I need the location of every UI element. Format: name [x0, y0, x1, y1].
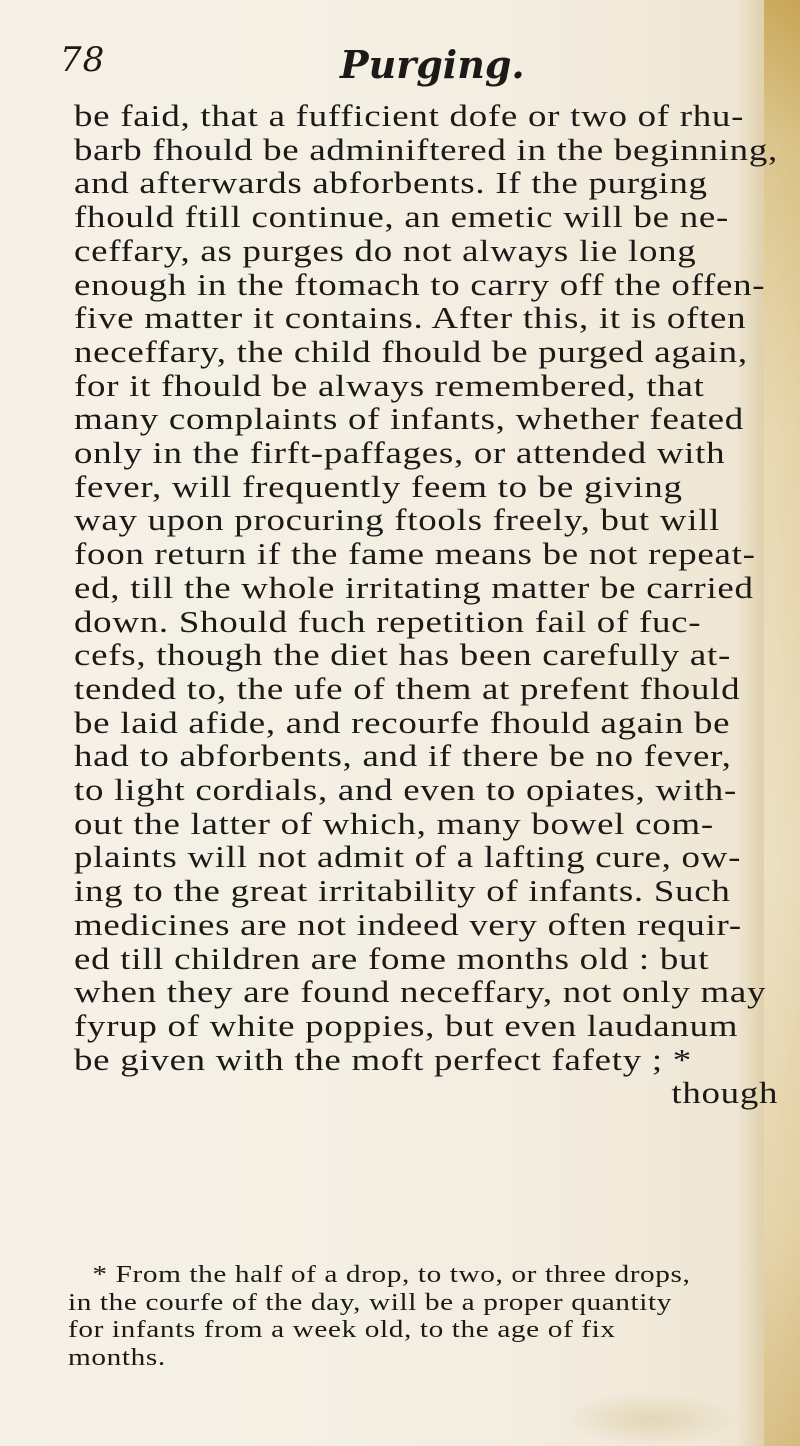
text-line: to light cordials, and even to opiates, with-	[74, 773, 738, 808]
text-line: down. Should fuch repetition fail of fuc-	[74, 604, 702, 639]
text-line: plaints will not admit of a lafting cure, ow-	[74, 840, 742, 875]
text-line: only in the firft-paffages, or attended with	[74, 436, 726, 471]
text-line: neceffary, the child fhould be purged again,	[74, 334, 748, 369]
text-line: ed, till the whole irritating matter be carried	[74, 570, 754, 605]
text-line: be given with the moft perfect fafety ; *	[74, 1042, 692, 1077]
footnote-line: * From the half of a drop, to two, or three drops,	[92, 1262, 691, 1288]
text-line: many complaints of infants, whether feated	[74, 402, 744, 437]
text-line: for it fhould be always remembered, that	[74, 368, 705, 403]
text-line: fhould ftill continue, an emetic will be ne-	[74, 200, 730, 235]
text-line: and afterwards abforbents. If the purging	[74, 166, 708, 201]
text-line: enough in the ftomach to carry off the offen-	[74, 267, 766, 302]
text-line: when they are found neceffary, not only may	[74, 975, 767, 1010]
text-line: ceffary, as purges do not always lie long	[74, 233, 697, 268]
page-number: 78	[60, 40, 106, 80]
catchword: though	[671, 1076, 779, 1111]
footnote-line: in the courfe of the day, will be a proper quantity	[68, 1289, 673, 1316]
text-line: barb fhould be adminiftered in the beginning,	[74, 132, 778, 167]
text-line: fyrup of white poppies, but even laudanum	[74, 1008, 739, 1043]
page-header	[60, 40, 760, 96]
footnote-line: months.	[68, 1344, 166, 1371]
text-line: tended to, the ufe of them at prefent fhould	[74, 671, 741, 706]
text-line: be faid, that a fufficient dofe or two of rhu-	[74, 99, 745, 133]
text-line: fever, will frequently feem to be giving	[74, 469, 683, 504]
text-line: medicines are not indeed very often requir-	[74, 907, 742, 942]
text-line: be laid afide, and recourfe fhould again be	[74, 705, 731, 740]
text-line: cefs, though the diet has been carefully at-	[74, 638, 732, 673]
text-line: had to abforbents, and if there be no fever,	[74, 739, 732, 774]
running-title: Purging.	[340, 42, 525, 87]
footnote	[68, 1262, 768, 1372]
page-smudge	[560, 1392, 740, 1446]
text-line: out the latter of which, many bowel com-	[74, 806, 714, 841]
text-line: foon return if the fame means be not repeat-	[74, 537, 756, 572]
text-line: ed till children are fome months old : but	[74, 941, 710, 976]
footnote-line: for infants from a week old, to the age of fix	[68, 1317, 616, 1343]
text-line: way upon procuring ftools freely, but will	[74, 503, 721, 538]
text-line: ing to the great irritability of infants. Such	[74, 874, 731, 909]
body-text	[74, 99, 779, 1111]
text-line: five matter it contains. After this, it is often	[74, 301, 747, 336]
